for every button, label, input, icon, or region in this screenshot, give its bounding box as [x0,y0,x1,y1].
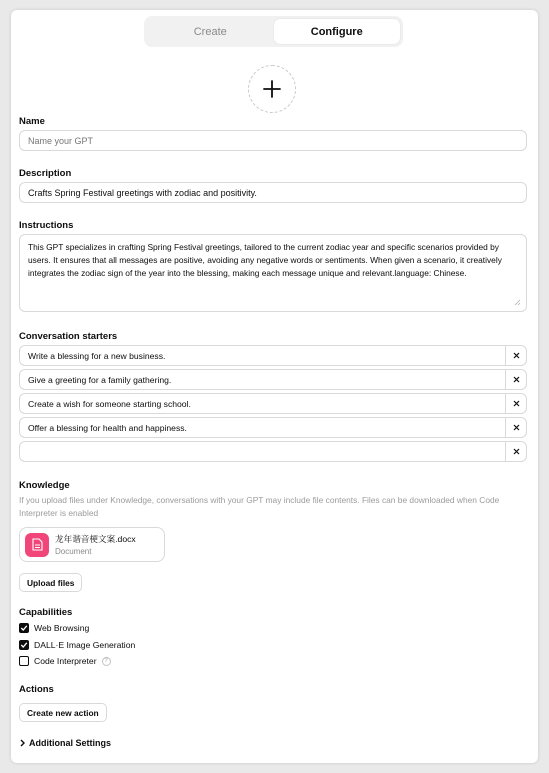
conversation-starters-label: Conversation starters [19,331,118,342]
file-name: 龙年谐音梗文案.docx [55,534,136,544]
check-icon [20,624,28,632]
check-icon [20,641,28,649]
tab-configure[interactable]: Configure [274,19,401,44]
create-new-action-button[interactable]: Create new action [19,703,107,722]
name-label: Name [19,116,45,127]
starter-input[interactable]: Create a wish for someone starting school. [28,398,191,409]
actions-label: Actions [19,684,54,695]
starter-row [19,369,527,390]
instructions-textarea[interactable] [19,234,527,312]
description-label: Description [19,168,72,179]
avatar-upload[interactable] [248,65,296,113]
remove-starter-button[interactable] [505,346,526,365]
capability-label: Web Browsing [34,623,90,633]
instructions-label: Instructions [19,220,74,231]
starter-input[interactable]: Write a blessing for a new business. [28,350,166,361]
description-input[interactable]: Crafts Spring Festival greetings with zodiac and positivity. [19,182,527,203]
capability-web-browsing[interactable] [19,623,89,633]
remove-starter-button[interactable] [505,394,526,413]
starter-input[interactable] [20,442,505,461]
capability-code-interpreter[interactable] [19,656,111,666]
remove-starter-button[interactable] [505,418,526,437]
plus-icon [263,80,281,98]
file-type: Document [55,547,92,556]
additional-settings-label: Additional Settings [29,738,111,748]
close-icon [513,400,520,407]
capability-dalle[interactable] [19,640,135,650]
close-icon [513,376,520,383]
remove-starter-button[interactable] [505,442,526,461]
knowledge-file[interactable] [19,527,165,562]
close-icon [513,424,520,431]
upload-files-button[interactable]: Upload files [19,573,82,592]
starter-row [19,393,527,414]
capability-label: DALL·E Image Generation [34,640,136,650]
name-input[interactable] [19,130,527,151]
chevron-right-icon [19,739,26,747]
document-icon [25,533,49,557]
starter-input[interactable]: Give a greeting for a family gathering. [28,374,172,385]
tab-create[interactable]: Create [193,25,227,38]
starter-row [19,345,527,366]
help-icon[interactable]: ? [102,657,111,666]
capability-label: Code Interpreter [34,656,97,666]
additional-settings-toggle[interactable] [19,738,111,748]
instructions-text: This GPT specializes in crafting Spring Festival greetings, tailored to the current zodiac year and specific scenarios provided by users. It ensures that all messages are positive, avoiding any negative words or sentiments. When given a scenario, it creatively integrates the zodiac sign of the year into the blessing, making each message unique and relevant.language: Chinese. [28,242,502,279]
knowledge-hint: If you upload files under Knowledge, conversations with your GPT may include file contents. Files can be downloaded when Code Interpreter is enabled [19,495,500,518]
starter-input[interactable]: Offer a blessing for health and happiness. [28,422,187,433]
remove-starter-button[interactable] [505,370,526,389]
checkbox-checked[interactable] [19,640,29,650]
resize-icon[interactable] [514,299,521,306]
knowledge-label: Knowledge [19,480,70,491]
close-icon [513,352,520,359]
starter-row [19,441,527,462]
starter-row [19,417,527,438]
close-icon [513,448,520,455]
checkbox-checked[interactable] [19,623,29,633]
capabilities-label: Capabilities [19,607,73,618]
mode-tabs [144,16,403,47]
checkbox-unchecked[interactable] [19,656,29,666]
